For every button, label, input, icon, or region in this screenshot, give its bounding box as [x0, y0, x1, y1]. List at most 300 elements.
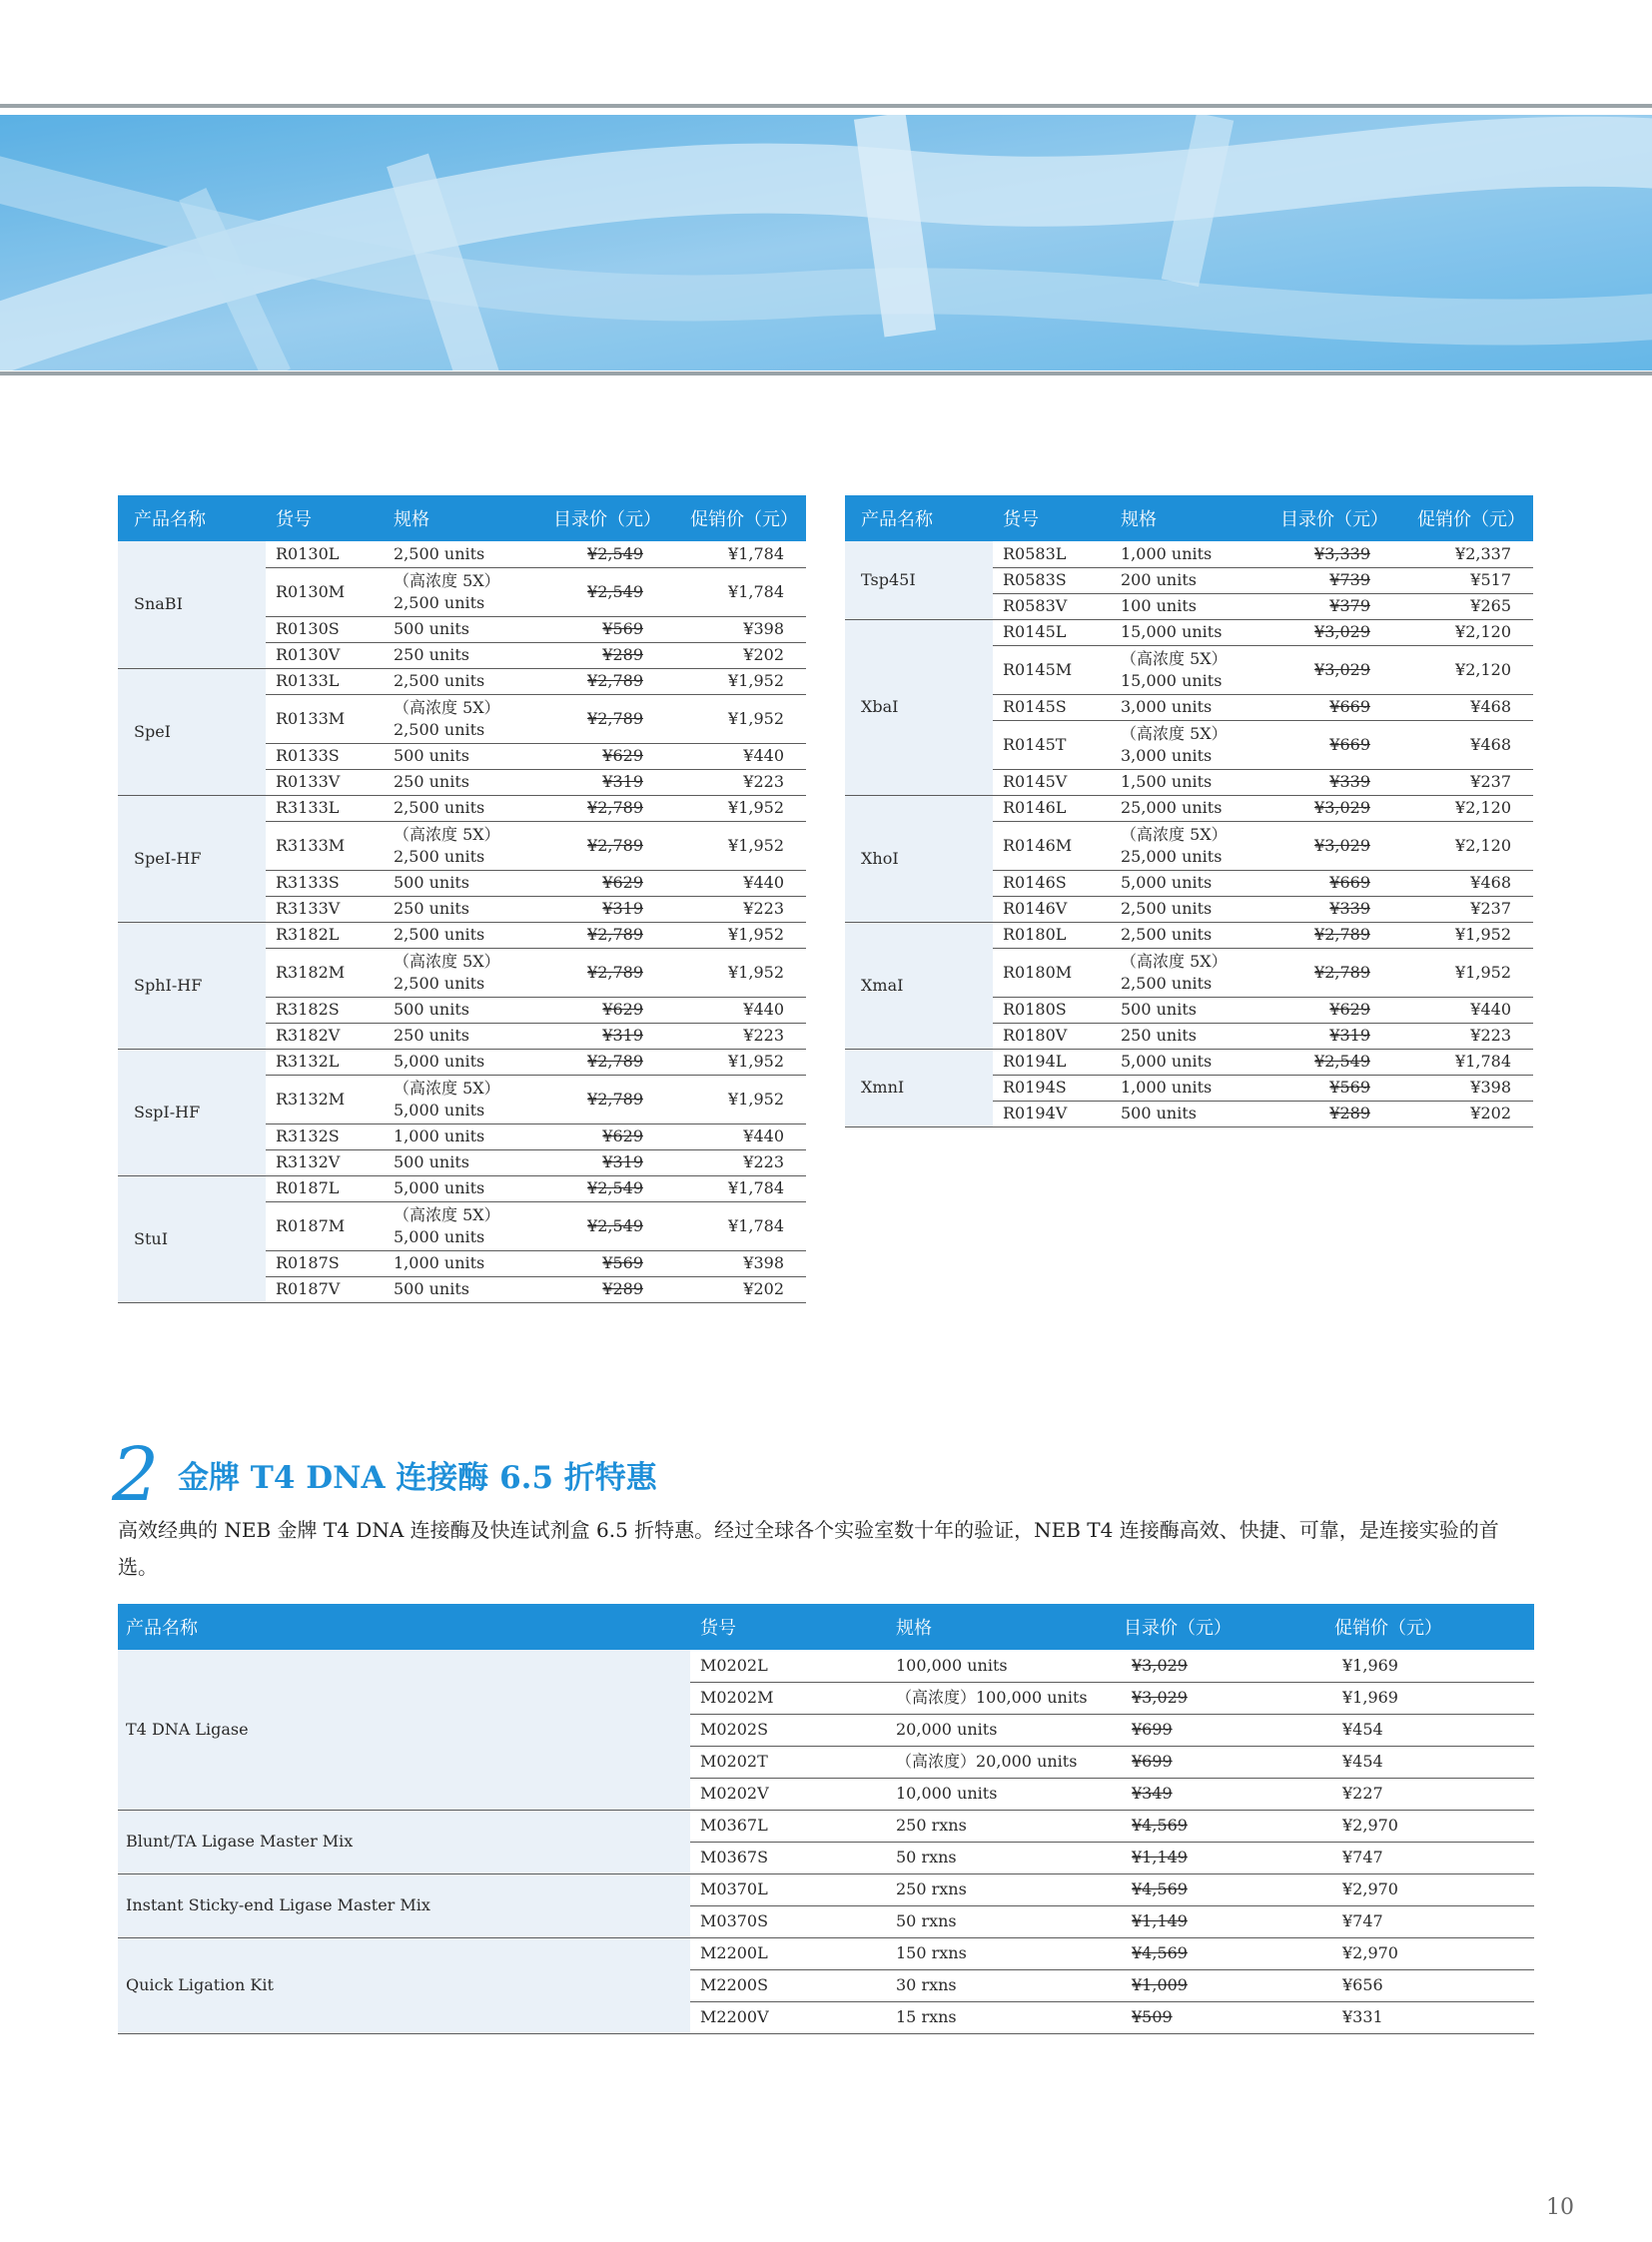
header-list-price: 目录价（元） [1116, 1604, 1326, 1650]
spec-cell [1115, 1075, 1268, 1101]
spec-cell [388, 541, 541, 567]
catalog-number-cell: R0130V [266, 642, 388, 668]
catalog-number-cell: R0133S [266, 743, 388, 769]
spec-cell [388, 997, 541, 1023]
spec-line: （高浓度 5X） [1121, 824, 1228, 844]
promo-price-cell: ¥1,952 [665, 694, 806, 743]
promo-price-cell: ¥656 [1326, 1969, 1534, 2001]
spec-line: 5,000 units [394, 1052, 485, 1071]
spec-line: （高浓度 5X） [1121, 951, 1228, 971]
list-price-cell [1268, 645, 1392, 694]
catalog-number-cell: R3133M [266, 821, 388, 870]
spec-cell [1115, 795, 1268, 821]
list-price-value: ¥289 [602, 645, 643, 664]
catalog-number-cell: R0187S [266, 1250, 388, 1276]
spec-line: 30 rxns [896, 1975, 957, 1994]
spec-line: 500 units [394, 873, 469, 892]
product-name-cell: SspI-HF [118, 1049, 266, 1175]
spec-line: 3,000 units [1121, 697, 1213, 716]
catalog-number-cell: R0146S [993, 870, 1115, 896]
promo-price-cell: ¥440 [1392, 997, 1533, 1023]
spec-line: （高浓度 5X） [394, 697, 500, 717]
list-price-value: ¥2,789 [587, 835, 643, 855]
list-price-value: ¥4,569 [1132, 1943, 1188, 1962]
spec-line: 500 units [394, 1279, 469, 1298]
catalog-number-cell: R0130L [266, 541, 388, 567]
list-price-value: ¥739 [1329, 570, 1370, 589]
list-price-value: ¥2,789 [1314, 925, 1370, 944]
list-price-cell [541, 567, 665, 616]
spec-cell [388, 1201, 541, 1250]
catalog-number-cell: R3133V [266, 896, 388, 922]
product-name-cell: SnaBI [118, 541, 266, 668]
list-price-value: ¥3,029 [1314, 622, 1370, 641]
list-price-value: ¥2,549 [587, 543, 643, 563]
list-price-value: ¥2,789 [587, 798, 643, 817]
spec-cell [1115, 541, 1268, 567]
list-price-cell [1268, 541, 1392, 567]
promo-price-cell: ¥1,952 [665, 948, 806, 997]
promo-price-cell: ¥1,952 [665, 1075, 806, 1123]
list-price-value: ¥319 [602, 1152, 643, 1171]
product-name-cell: XhoI [845, 795, 993, 922]
promo-price-cell: ¥1,784 [665, 1201, 806, 1250]
promo-price-cell: ¥2,337 [1392, 541, 1533, 567]
promo-price-cell: ¥331 [1326, 2001, 1534, 2033]
spec-line: 250 units [394, 645, 469, 664]
spec-line: 25,000 units [1121, 798, 1223, 817]
list-price-cell [541, 997, 665, 1023]
catalog-number-cell: M0202L [690, 1650, 888, 1682]
header-list-price: 目录价（元） [541, 495, 665, 541]
spec-line: 50 rxns [896, 1848, 957, 1867]
list-price-cell [1116, 1682, 1326, 1714]
spec-line: 2,500 units [394, 592, 485, 612]
spec-line: 250 units [394, 899, 469, 918]
product-name-cell: SpeI [118, 668, 266, 795]
spec-cell [388, 616, 541, 642]
list-price-cell [1268, 896, 1392, 922]
catalog-number-cell: R3132M [266, 1075, 388, 1123]
promo-price-cell: ¥2,120 [1392, 795, 1533, 821]
catalog-number-cell: R3182M [266, 948, 388, 997]
list-price-cell [1268, 870, 1392, 896]
catalog-number-cell: R0583L [993, 541, 1115, 567]
header-catalog-number: 货号 [266, 495, 388, 541]
list-price-value: ¥2,789 [587, 1089, 643, 1109]
list-price-cell [1268, 795, 1392, 821]
list-price-cell [541, 948, 665, 997]
header-spec: 规格 [888, 1604, 1116, 1650]
promo-price-cell: ¥223 [1392, 1023, 1533, 1049]
catalog-number-cell: M2200S [690, 1969, 888, 2001]
promo-price-cell: ¥202 [665, 642, 806, 668]
spec-cell [1115, 645, 1268, 694]
header-spec: 规格 [1115, 495, 1268, 541]
spec-line: 250 units [394, 1026, 469, 1045]
list-price-cell [541, 616, 665, 642]
spec-line: 1,000 units [394, 1126, 485, 1145]
spec-line: （高浓度）20,000 units [896, 1752, 1078, 1771]
spec-line: （高浓度 5X） [394, 1078, 500, 1098]
promo-price-cell: ¥2,970 [1326, 1873, 1534, 1905]
list-price-cell [1116, 1778, 1326, 1810]
spec-line: 1,000 units [1121, 1078, 1213, 1097]
spec-cell [388, 567, 541, 616]
spec-line: 20,000 units [896, 1720, 998, 1739]
spec-line: 10,000 units [896, 1784, 998, 1803]
promo-price-cell: ¥227 [1326, 1778, 1534, 1810]
spec-line: 100,000 units [896, 1655, 1008, 1675]
spec-cell [1115, 593, 1268, 619]
spec-line: 3,000 units [1121, 745, 1213, 765]
list-price-value: ¥669 [1329, 873, 1370, 892]
list-price-cell [541, 795, 665, 821]
spec-cell [388, 1075, 541, 1123]
spec-cell [888, 1969, 1116, 2001]
list-price-cell [1116, 1650, 1326, 1682]
list-price-value: ¥319 [602, 899, 643, 918]
promo-price-cell: ¥517 [1392, 567, 1533, 593]
list-price-cell [541, 1123, 665, 1149]
spec-line: 5,000 units [394, 1226, 485, 1246]
spec-line: 2,500 units [394, 973, 485, 993]
promo-price-cell: ¥1,952 [665, 821, 806, 870]
list-price-cell [1268, 1023, 1392, 1049]
table-row [118, 922, 806, 948]
table-header-row [845, 495, 1533, 541]
catalog-number-cell: M0370L [690, 1873, 888, 1905]
spec-cell [1115, 948, 1268, 997]
table-row [118, 1937, 1534, 1969]
spec-cell [1115, 997, 1268, 1023]
product-name-cell: SpeI-HF [118, 795, 266, 922]
catalog-number-cell: R0146M [993, 821, 1115, 870]
list-price-value: ¥569 [602, 1253, 643, 1272]
table-row [845, 541, 1533, 567]
catalog-number-cell: R0130S [266, 616, 388, 642]
spec-cell [388, 642, 541, 668]
spec-line: （高浓度 5X） [394, 824, 500, 844]
list-price-cell [1268, 1101, 1392, 1126]
list-price-cell [1116, 1873, 1326, 1905]
list-price-value: ¥509 [1132, 2007, 1173, 2026]
list-price-value: ¥629 [602, 746, 643, 765]
spec-cell [888, 2001, 1116, 2033]
header-promo-price: 促销价（元） [665, 495, 806, 541]
spec-cell [388, 896, 541, 922]
spec-line: 2,500 units [1121, 925, 1213, 944]
list-price-value: ¥569 [1329, 1078, 1370, 1097]
spec-line: 250 rxns [896, 1816, 967, 1835]
promo-price-cell: ¥202 [665, 1276, 806, 1302]
spec-line: 5,000 units [394, 1178, 485, 1197]
list-price-value: ¥699 [1132, 1720, 1173, 1739]
list-price-value: ¥2,789 [587, 925, 643, 944]
list-price-cell [1268, 948, 1392, 997]
spec-line: 500 units [394, 1000, 469, 1019]
header-catalog-number: 货号 [993, 495, 1115, 541]
list-price-cell [1116, 2001, 1326, 2033]
list-price-cell [1268, 567, 1392, 593]
list-price-cell [541, 668, 665, 694]
spec-cell [388, 1123, 541, 1149]
list-price-cell [541, 642, 665, 668]
list-price-cell [541, 541, 665, 567]
spec-cell [388, 795, 541, 821]
promo-price-cell: ¥1,784 [665, 541, 806, 567]
spec-cell [388, 1023, 541, 1049]
promo-price-cell: ¥237 [1392, 769, 1533, 795]
list-price-cell [541, 1075, 665, 1123]
list-price-cell [1116, 1714, 1326, 1746]
spec-cell [388, 948, 541, 997]
spec-line: 500 units [394, 1152, 469, 1171]
list-price-value: ¥2,549 [587, 1215, 643, 1235]
catalog-number-cell: R0187V [266, 1276, 388, 1302]
list-price-value: ¥629 [1329, 1000, 1370, 1019]
list-price-value: ¥2,789 [587, 708, 643, 728]
list-price-cell [541, 769, 665, 795]
promo-price-cell: ¥468 [1392, 720, 1533, 769]
promo-price-cell: ¥1,952 [665, 922, 806, 948]
promo-price-cell: ¥223 [665, 1149, 806, 1175]
spec-cell [388, 743, 541, 769]
list-price-value: ¥669 [1329, 697, 1370, 716]
spec-cell [388, 1149, 541, 1175]
spec-line: 250 units [1121, 1026, 1197, 1045]
list-price-cell [1268, 1075, 1392, 1101]
product-name-cell: XmnI [845, 1049, 993, 1126]
table-row [845, 1049, 1533, 1075]
spec-line: 15 rxns [896, 2007, 957, 2026]
list-price-cell [541, 1149, 665, 1175]
list-price-cell [1268, 997, 1392, 1023]
catalog-number-cell: M0202T [690, 1746, 888, 1778]
list-price-cell [1116, 1937, 1326, 1969]
spec-line: 2,500 units [394, 846, 485, 866]
list-price-cell [1116, 1810, 1326, 1842]
list-price-value: ¥2,789 [1314, 962, 1370, 982]
list-price-value: ¥1,009 [1132, 1975, 1188, 1994]
list-price-cell [541, 1276, 665, 1302]
catalog-number-cell: R0583S [993, 567, 1115, 593]
spec-line: 250 units [394, 772, 469, 791]
list-price-cell [1268, 694, 1392, 720]
product-name-cell: XbaI [845, 619, 993, 795]
spec-cell [388, 1049, 541, 1075]
promo-price-cell: ¥223 [665, 1023, 806, 1049]
spec-line: （高浓度 5X） [1121, 648, 1228, 668]
table-row [118, 1049, 806, 1075]
table-row [118, 1650, 1534, 1682]
spec-cell [1115, 1023, 1268, 1049]
header-product-name: 产品名称 [845, 495, 993, 541]
spec-cell [888, 1810, 1116, 1842]
promo-price-cell: ¥1,952 [1392, 948, 1533, 997]
promo-price-cell: ¥398 [665, 616, 806, 642]
product-name-cell: XmaI [845, 922, 993, 1049]
list-price-value: ¥289 [602, 1279, 643, 1298]
catalog-number-cell: R3133L [266, 795, 388, 821]
promo-price-cell: ¥1,952 [665, 795, 806, 821]
spec-line: 2,500 units [1121, 899, 1213, 918]
list-price-cell [541, 896, 665, 922]
list-price-value: ¥4,569 [1132, 1879, 1188, 1898]
spec-line: 100 units [1121, 596, 1197, 615]
promo-price-cell: ¥398 [665, 1250, 806, 1276]
promo-price-cell: ¥468 [1392, 694, 1533, 720]
top-rule [0, 104, 1652, 108]
product-name-cell: SphI-HF [118, 922, 266, 1049]
list-price-cell [1116, 1842, 1326, 1873]
spec-line: 500 units [394, 619, 469, 638]
promo-price-cell: ¥747 [1326, 1842, 1534, 1873]
catalog-number-cell: R0187M [266, 1201, 388, 1250]
list-price-cell [1268, 593, 1392, 619]
ligase-table [118, 1604, 1534, 2034]
restriction-enzyme-table-left [118, 495, 806, 1303]
catalog-number-cell: R0187L [266, 1175, 388, 1201]
list-price-value: ¥2,549 [587, 581, 643, 601]
list-price-value: ¥4,569 [1132, 1816, 1188, 1835]
spec-cell [888, 1873, 1116, 1905]
spec-cell [1115, 720, 1268, 769]
list-price-cell [1268, 769, 1392, 795]
spec-cell [1115, 567, 1268, 593]
catalog-number-cell: R3182L [266, 922, 388, 948]
spec-line: 2,500 units [394, 925, 485, 944]
catalog-number-cell: M0202V [690, 1778, 888, 1810]
list-price-cell [541, 922, 665, 948]
spec-cell [888, 1714, 1116, 1746]
list-price-cell [1116, 1905, 1326, 1937]
promo-price-cell: ¥454 [1326, 1714, 1534, 1746]
list-price-value: ¥319 [1329, 1026, 1370, 1045]
catalog-number-cell: M0367S [690, 1842, 888, 1873]
table-row [118, 1873, 1534, 1905]
spec-cell [1115, 619, 1268, 645]
promo-price-cell: ¥2,970 [1326, 1810, 1534, 1842]
list-price-value: ¥2,789 [587, 962, 643, 982]
table-row [118, 541, 806, 567]
spec-cell [388, 1276, 541, 1302]
spec-cell [388, 694, 541, 743]
spec-cell [888, 1842, 1116, 1873]
promo-price-cell: ¥2,120 [1392, 645, 1533, 694]
promo-price-cell: ¥1,784 [665, 1175, 806, 1201]
table-row [118, 795, 806, 821]
catalog-number-cell: R0146V [993, 896, 1115, 922]
catalog-number-cell: R3132L [266, 1049, 388, 1075]
section-number: 2 [112, 1432, 160, 1518]
promo-price-cell: ¥2,120 [1392, 821, 1533, 870]
spec-line: 2,500 units [1121, 973, 1213, 993]
spec-line: 500 units [394, 746, 469, 765]
catalog-number-cell: R0145T [993, 720, 1115, 769]
list-price-cell [1268, 821, 1392, 870]
catalog-number-cell: R0133M [266, 694, 388, 743]
spec-line: 500 units [1121, 1000, 1197, 1019]
catalog-number-cell: R3133S [266, 870, 388, 896]
list-price-value: ¥2,549 [587, 1178, 643, 1197]
spec-cell [1115, 1049, 1268, 1075]
spec-cell [388, 1250, 541, 1276]
promo-price-cell: ¥440 [665, 870, 806, 896]
catalog-number-cell: M0370S [690, 1905, 888, 1937]
spec-line: 2,500 units [394, 671, 485, 690]
promo-price-cell: ¥1,952 [1392, 922, 1533, 948]
list-price-cell [541, 1201, 665, 1250]
list-price-cell [541, 743, 665, 769]
promo-price-cell: ¥1,952 [665, 1049, 806, 1075]
list-price-cell [1268, 619, 1392, 645]
table-row [118, 1175, 806, 1201]
list-price-value: ¥1,149 [1132, 1911, 1188, 1930]
promo-price-cell: ¥1,969 [1326, 1682, 1534, 1714]
promo-price-cell: ¥747 [1326, 1905, 1534, 1937]
catalog-number-cell: R0133L [266, 668, 388, 694]
list-price-value: ¥629 [602, 1000, 643, 1019]
catalog-number-cell: R0146L [993, 795, 1115, 821]
list-price-value: ¥3,029 [1314, 835, 1370, 855]
spec-line: 1,000 units [1121, 543, 1213, 563]
catalog-number-cell: R3182S [266, 997, 388, 1023]
catalog-number-cell: R0194S [993, 1075, 1115, 1101]
spec-cell [888, 1937, 1116, 1969]
spec-line: 1,500 units [1121, 772, 1213, 791]
list-price-value: ¥319 [602, 1026, 643, 1045]
table-row [118, 1810, 1534, 1842]
banner-bottom-rule [0, 372, 1652, 375]
spec-line: 200 units [1121, 570, 1197, 589]
restriction-enzyme-table-right [845, 495, 1533, 1127]
list-price-value: ¥349 [1132, 1784, 1173, 1803]
list-price-cell [541, 694, 665, 743]
list-price-value: ¥629 [602, 873, 643, 892]
spec-line: 5,000 units [1121, 873, 1213, 892]
spec-line: 500 units [1121, 1104, 1197, 1122]
list-price-value: ¥569 [602, 619, 643, 638]
spec-cell [1115, 821, 1268, 870]
spec-line: 250 rxns [896, 1879, 967, 1898]
list-price-cell [1116, 1969, 1326, 2001]
catalog-number-cell: R0145V [993, 769, 1115, 795]
catalog-number-cell: R0145S [993, 694, 1115, 720]
list-price-value: ¥2,789 [587, 671, 643, 690]
spec-line: 150 rxns [896, 1943, 967, 1962]
list-price-cell [1268, 1049, 1392, 1075]
spec-line: 2,500 units [394, 719, 485, 739]
header-catalog-number: 货号 [690, 1604, 888, 1650]
spec-cell [388, 1175, 541, 1201]
spec-cell [888, 1778, 1116, 1810]
list-price-cell [541, 1175, 665, 1201]
dna-banner-image [0, 115, 1652, 371]
promo-price-cell: ¥265 [1392, 593, 1533, 619]
catalog-number-cell: R3182V [266, 1023, 388, 1049]
promo-price-cell: ¥440 [665, 997, 806, 1023]
catalog-number-cell: R0180V [993, 1023, 1115, 1049]
promo-price-cell: ¥223 [665, 769, 806, 795]
header-promo-price: 促销价（元） [1326, 1604, 1534, 1650]
catalog-number-cell: R3132S [266, 1123, 388, 1149]
catalog-number-cell: M2200V [690, 2001, 888, 2033]
spec-line: 15,000 units [1121, 622, 1223, 641]
catalog-number-cell: R0583V [993, 593, 1115, 619]
catalog-number-cell: R0180L [993, 922, 1115, 948]
page-number: 10 [1546, 2195, 1574, 2220]
